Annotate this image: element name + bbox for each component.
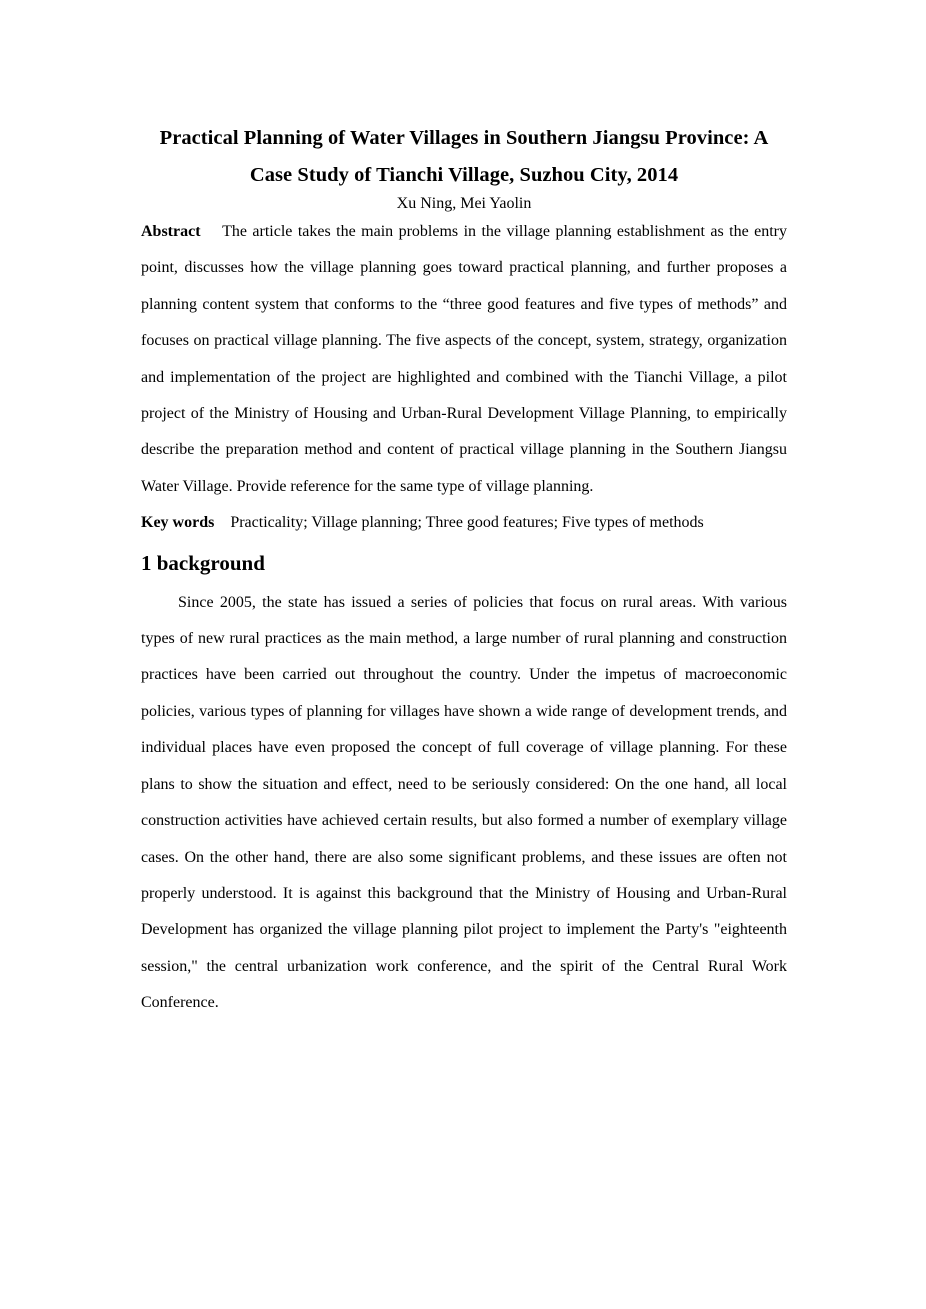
- paper-page: [141, 120, 787, 1022]
- keywords-text: Practicality; Village planning; Three good features; Five types of methods: [230, 514, 704, 532]
- abstract: [141, 214, 787, 505]
- section-heading-background: 1 background: [141, 550, 265, 575]
- paper-authors: Xu Ning, Mei Yaolin: [396, 195, 532, 212]
- paper-title: Practical Planning of Water Villages in Southern Jiangsu Province: A Case Study of Tianchi Village, Suzhou City, 2014: [159, 127, 769, 186]
- section-paragraph: Since 2005, the state has issued a series of policies that focus on rural areas. With various types of new rural practices as the main method, a large number of rural planning and construction practices have been carried out throughout the country. Under the impetus of macroeconomic policies, various types of planning for villages have shown a wide range of development trends, and individual places have even proposed the concept of full coverage of village planning. For these plans to show the situation and effect, need to be seriously considered: On the one hand, all local construction activities have achieved certain results, but also formed a number of exemplary village cases. On the other hand, there are also some significant problems, and these issues are often not properly understood. It is against this background that the Ministry of Housing and Urban-Rural Development has organized the village planning pilot project to implement the Party's "eighteenth session," the central urbanization work conference, and the spirit of the Central Rural Work Conference.: [141, 593, 787, 1012]
- abstract-text: The article takes the main problems in the village planning establishment as the entry point, discusses how the village planning goes toward practical planning, and further proposes a planning content system that conforms to the “three good features and five types of methods” and focuses on practical village planning. The five aspects of the concept, system, strategy, organization and implementation of the project are highlighted and combined with the Tianchi Village, a pilot project of the Ministry of Housing and Urban-Rural Development Village Planning, to empirically describe the preparation method and content of practical village planning in the Southern Jiangsu Water Village. Provide reference for the same type of village planning.: [141, 223, 788, 495]
- keywords-label: Key words: [141, 514, 215, 532]
- abstract-label: Abstract: [141, 223, 201, 240]
- keywords: [141, 505, 787, 541]
